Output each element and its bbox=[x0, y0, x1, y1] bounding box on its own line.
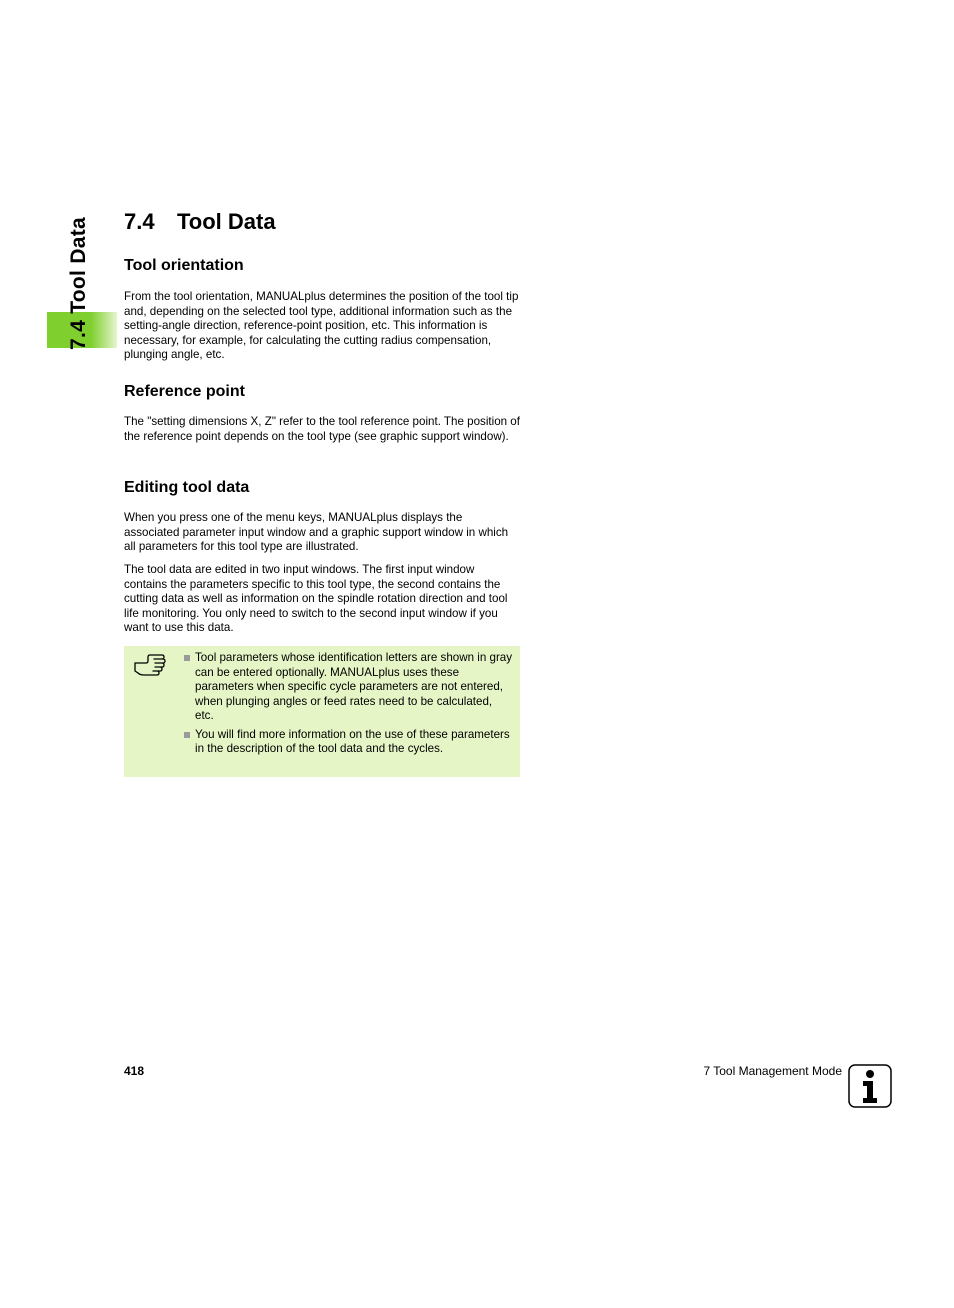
paragraph-editing-2: The tool data are edited in two input windows. The first input window contains the parameters specific to this tool type, the second contains the cutting data as well as information on the spindle rotation direction and tool life monitoring. You only need to switch to the second input window if you want to use this data. bbox=[124, 563, 508, 634]
page-number: 418 bbox=[124, 1064, 145, 1078]
side-tab-label: 7.4 Tool Data bbox=[67, 216, 90, 350]
chapter-footer: 7 Tool Management Mode bbox=[703, 1064, 842, 1078]
note-box bbox=[124, 646, 520, 777]
section-title-text: Tool Data bbox=[177, 209, 276, 234]
paragraph-reference-point: The "setting dimensions X, Z" refer to the tool reference point. The position of the reference point depends on the tool type (see graphic support window). bbox=[124, 415, 520, 443]
paragraph-tool-orientation: From the tool orientation, MANUALplus determines the position of the tool tip and, depending on the selected tool type, additional information such as the setting-angle direction, reference-point position, etc. This information is necessary, for example, for calculating the cutting radius compensation, plunging angle, etc. bbox=[124, 290, 519, 361]
note-list bbox=[183, 651, 513, 761]
pointing-hand-icon bbox=[134, 654, 166, 676]
page-title bbox=[124, 207, 276, 237]
note-item-text: Tool parameters whose identification letters are shown in gray can be entered optionally. MANUALplus uses these parameters when specific cycle parameters are not entered, when plunging angles or feed rates need to be calculated, etc. bbox=[195, 651, 513, 722]
bullet-square-icon bbox=[184, 732, 190, 738]
info-icon bbox=[848, 1064, 892, 1108]
heading-editing-tool-data: Editing tool data bbox=[124, 479, 250, 496]
section-number: 7.4 bbox=[124, 209, 155, 234]
bullet-square-icon bbox=[184, 655, 190, 661]
heading-tool-orientation: Tool orientation bbox=[124, 257, 244, 274]
note-item bbox=[183, 651, 513, 724]
heading-reference-point: Reference point bbox=[124, 383, 245, 400]
paragraph-editing-1: When you press one of the menu keys, MANUALplus displays the associated parameter input window and a graphic support window in which all parameters for this tool type are illustrated. bbox=[124, 511, 509, 553]
note-item-text: You will find more information on the use of these parameters in the description of the tool data and the cycles. bbox=[195, 727, 510, 755]
note-item bbox=[183, 728, 513, 757]
